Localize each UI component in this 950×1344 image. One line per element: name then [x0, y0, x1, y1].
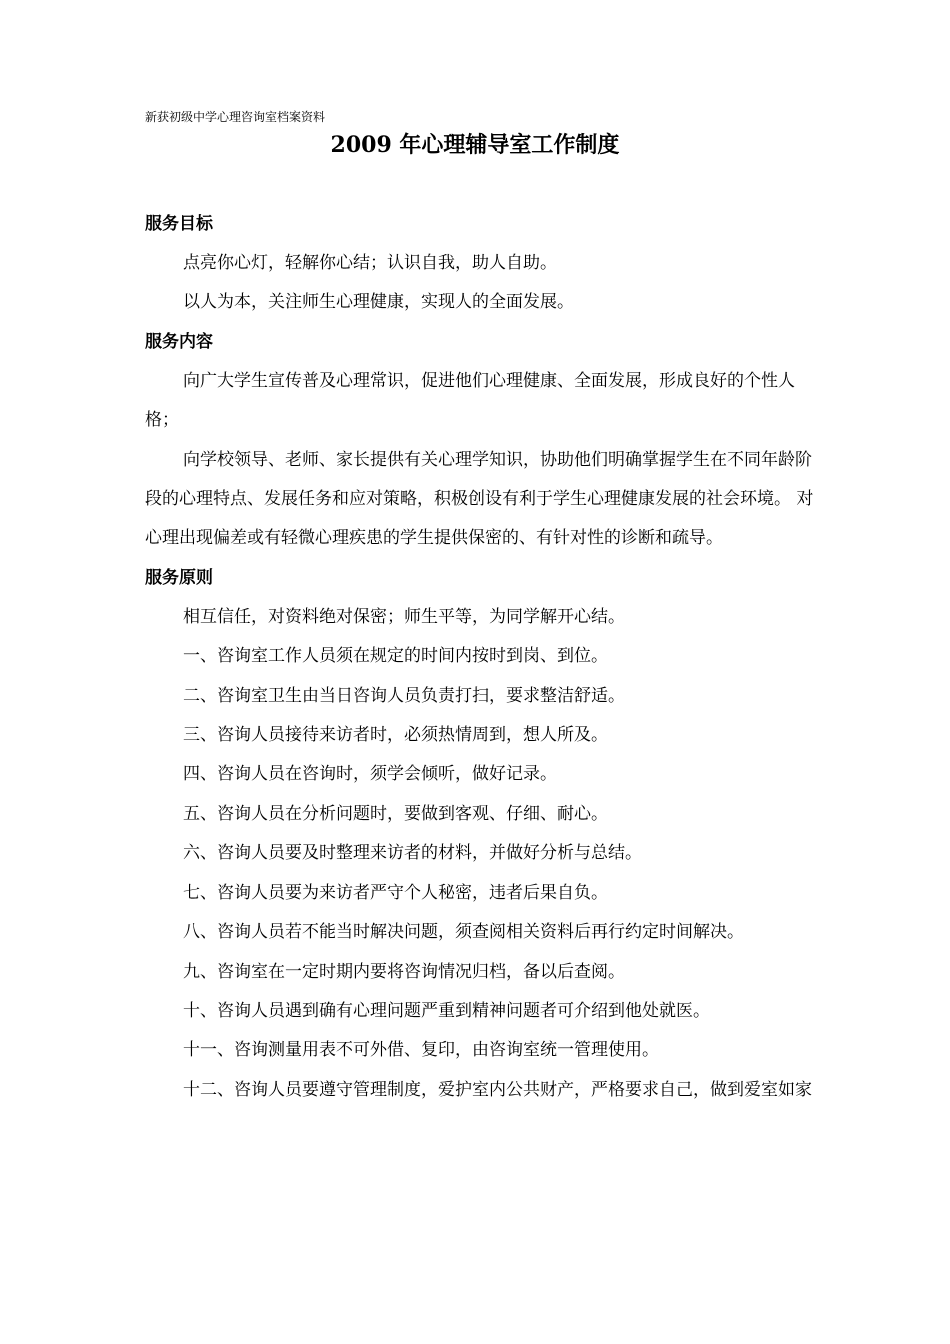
rule-item: 十二、咨询人员要遵守管理制度，爱护室内公共财产，严格要求自己，做到爱室如家	[183, 1079, 812, 1100]
rule-item: 五、咨询人员在分析问题时，要做到客观、仔细、耐心。	[183, 803, 608, 824]
paragraph: 向学校领导、老师、家长提供有关心理学知识，协助他们明确掌握学生在不同年龄阶段的心理特点、发展任务和应对策略，积极创设有利于学生心理健康发展的社会环境。 对心理出现偏差或有轻微心理疾患的学生提供保密的、有针对性的诊断和疏导。	[145, 449, 814, 549]
rule-item: 三、咨询人员接待来访者时，必须热情周到，想人所及。	[183, 725, 608, 746]
section-service-content	[145, 323, 815, 559]
page-title: 2009 年心理辅导室工作制度	[330, 132, 620, 158]
rule-item: 四、咨询人员在咨询时，须学会倾听，做好记录。	[183, 764, 557, 785]
rule-item: 八、咨询人员若不能当时解决问题，须查阅相关资料后再行约定时间解决。	[183, 922, 744, 943]
section-service-goals	[145, 205, 815, 323]
rule-item: 九、咨询室在一定时期内要将咨询情况归档，备以后查阅。	[183, 961, 625, 982]
rule-item: 十一、咨询测量用表不可外借、复印，由咨询室统一管理使用。	[183, 1040, 659, 1061]
document-body	[145, 205, 815, 1110]
section-heading: 服务原则	[145, 567, 213, 588]
rule-item: 一、咨询室工作人员须在规定的时间内按时到岗、到位。	[183, 646, 608, 667]
header-note: 新获初级中学心理咨询室档案资料	[145, 110, 326, 124]
paragraph: 以人为本，关注师生心理健康，实现人的全面发展。	[183, 292, 574, 313]
paragraph: 相互信任，对资料绝对保密；师生平等，为同学解开心结。	[183, 606, 625, 627]
rule-item: 二、咨询室卫生由当日咨询人员负责打扫，要求整洁舒适。	[183, 685, 625, 706]
rule-item: 七、咨询人员要为来访者严守个人秘密，违者后果自负。	[183, 882, 608, 903]
section-heading: 服务内容	[145, 331, 213, 352]
section-heading: 服务目标	[145, 214, 213, 234]
rule-item: 十、咨询人员遇到确有心理问题严重到精神问题者可介绍到他处就医。	[183, 1000, 710, 1021]
rule-item: 六、咨询人员要及时整理来访者的材料，并做好分析与总结。	[183, 843, 642, 864]
paragraph: 点亮你心灯，轻解你心结；认识自我，助人自助。	[183, 253, 557, 273]
section-service-principles	[145, 559, 815, 1110]
paragraph: 向广大学生宣传普及心理常识，促进他们心理健康、全面发展，形成良好的个性人格；	[145, 370, 795, 431]
